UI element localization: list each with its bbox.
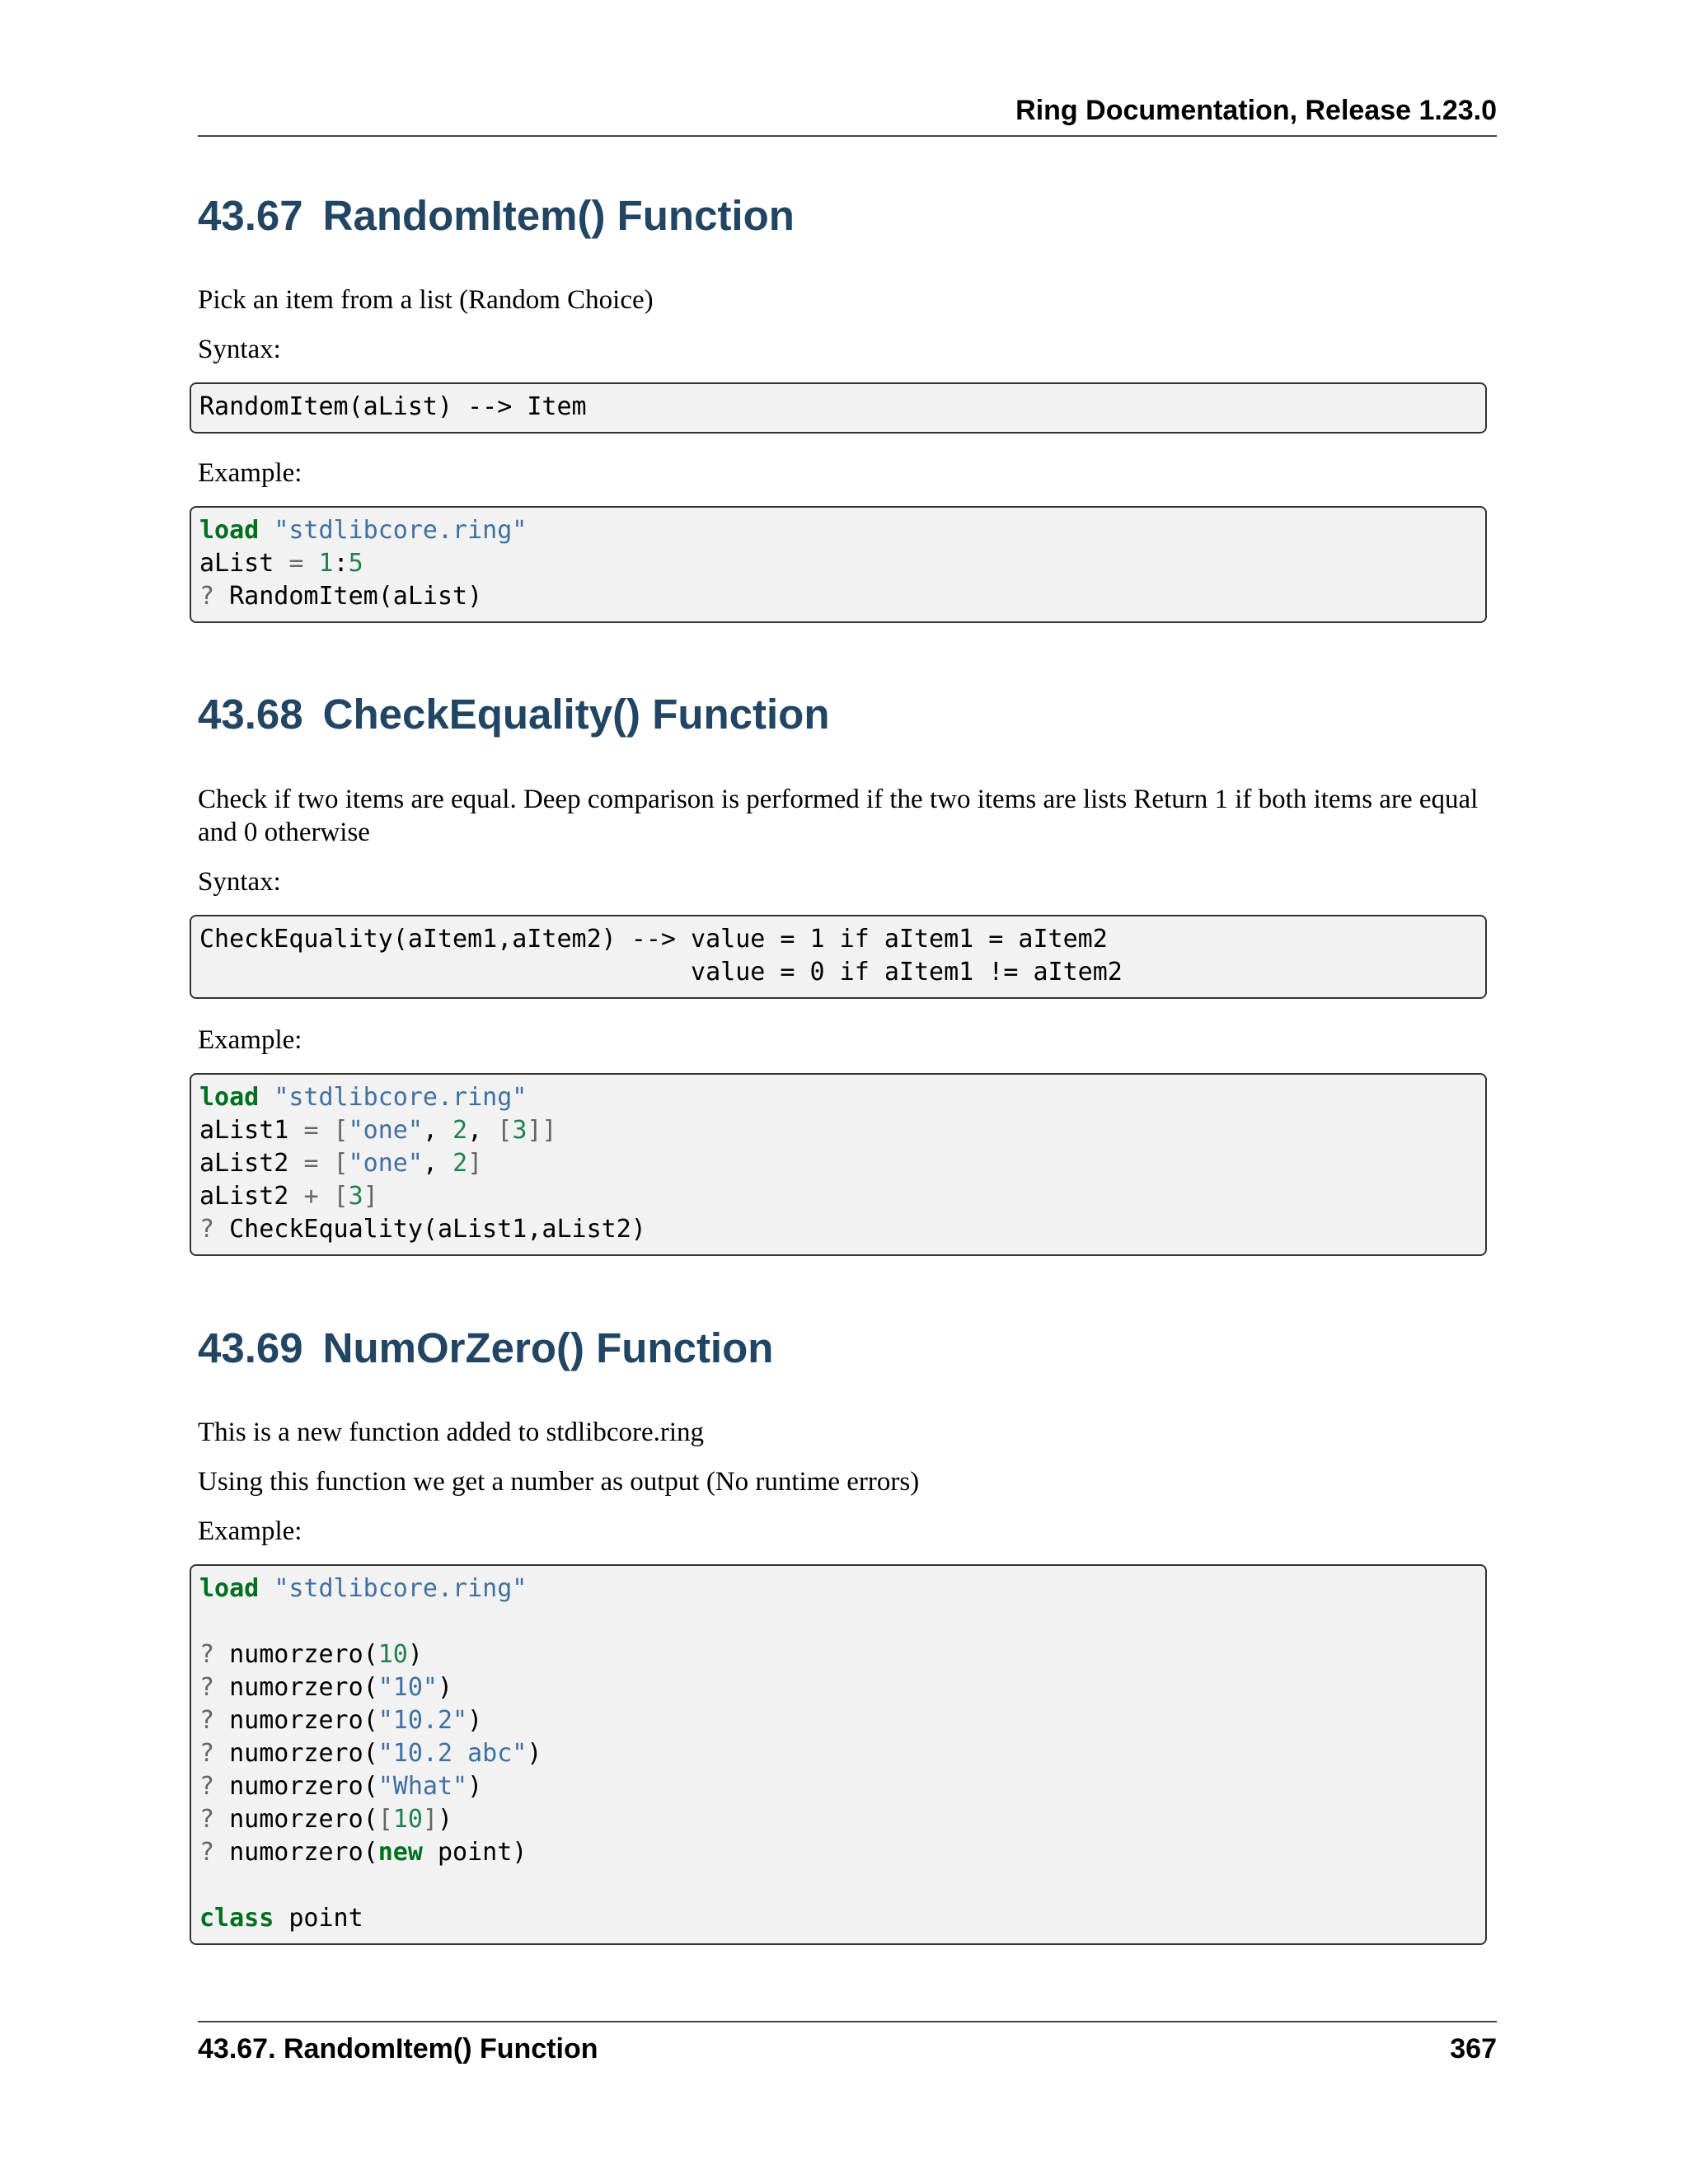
code-line: load "stdlibcore.ring" xyxy=(199,1574,528,1603)
code-line: ? numorzero(new point) xyxy=(199,1838,528,1867)
section-description-line: Check if two items are equal. Deep comparison is performed if the two items are lists Return 1 if both items are equal xyxy=(198,785,1479,814)
page-number: 367 xyxy=(1450,2033,1497,2064)
code-line: ? numorzero("What") xyxy=(199,1772,483,1801)
code-line-blank xyxy=(199,1605,1477,1638)
section-title-text: RandomItem() Function xyxy=(322,192,795,239)
section-number: 43.69 xyxy=(198,1324,303,1371)
footer-section: 43.67. RandomItem() Function xyxy=(198,2033,598,2064)
example-label: Example: xyxy=(198,1516,302,1546)
section-description-line: Using this function we get a number as output (No runtime errors) xyxy=(198,1467,920,1497)
code-line-blank xyxy=(199,1869,1477,1902)
code-line: class point xyxy=(199,1904,363,1933)
syntax-code-block xyxy=(190,915,1487,999)
section-number: 43.67 xyxy=(198,192,303,239)
code-line: load "stdlibcore.ring" xyxy=(199,1083,528,1112)
code-line: aList2 + [3] xyxy=(199,1182,378,1211)
example-label: Example: xyxy=(198,458,302,488)
code-line: ? numorzero("10.2 abc") xyxy=(199,1739,542,1768)
code-line: ? RandomItem(aList) xyxy=(199,582,483,611)
section-title-text: CheckEquality() Function xyxy=(322,691,830,738)
code-line: aList1 = ["one", 2, [3]] xyxy=(199,1116,557,1145)
code-line: load "stdlibcore.ring" xyxy=(199,516,528,545)
example-code-block xyxy=(190,1564,1487,1945)
syntax-label: Syntax: xyxy=(198,335,281,364)
example-code-block xyxy=(190,1073,1487,1256)
section-description: Pick an item from a list (Random Choice) xyxy=(198,285,654,315)
syntax-label: Syntax: xyxy=(198,867,281,897)
code-line: ? numorzero("10") xyxy=(199,1673,453,1702)
code-line: ? numorzero([10]) xyxy=(199,1805,453,1834)
syntax-code-block xyxy=(190,382,1487,434)
example-label: Example: xyxy=(198,1025,302,1055)
code-line: aList2 = ["one", 2] xyxy=(199,1149,483,1178)
section-title-text: NumOrZero() Function xyxy=(322,1324,774,1371)
page-header: Ring Documentation, Release 1.23.0 xyxy=(198,91,1497,137)
page-footer xyxy=(198,2021,1497,2069)
section-description-line: This is a new function added to stdlibcore.ring xyxy=(198,1418,705,1447)
code-line: ? numorzero(10) xyxy=(199,1640,423,1669)
code-line: ? CheckEquality(aList1,aList2) xyxy=(199,1215,646,1244)
section-heading-randomitem xyxy=(198,190,795,242)
code-line: RandomItem(aList) --> Item xyxy=(199,392,587,421)
code-line: value = 0 if aItem1 != aItem2 xyxy=(199,958,1123,987)
section-description-line: and 0 otherwise xyxy=(198,818,370,847)
code-line: aList = 1:5 xyxy=(199,549,363,578)
code-line: ? numorzero("10.2") xyxy=(199,1706,483,1735)
code-line: CheckEquality(aItem1,aItem2) --> value = 1 if aItem1 = aItem2 xyxy=(199,925,1108,954)
section-number: 43.68 xyxy=(198,691,303,738)
example-code-block xyxy=(190,506,1487,623)
section-heading-checkequality xyxy=(198,688,830,741)
section-heading-numorzero xyxy=(198,1322,773,1375)
